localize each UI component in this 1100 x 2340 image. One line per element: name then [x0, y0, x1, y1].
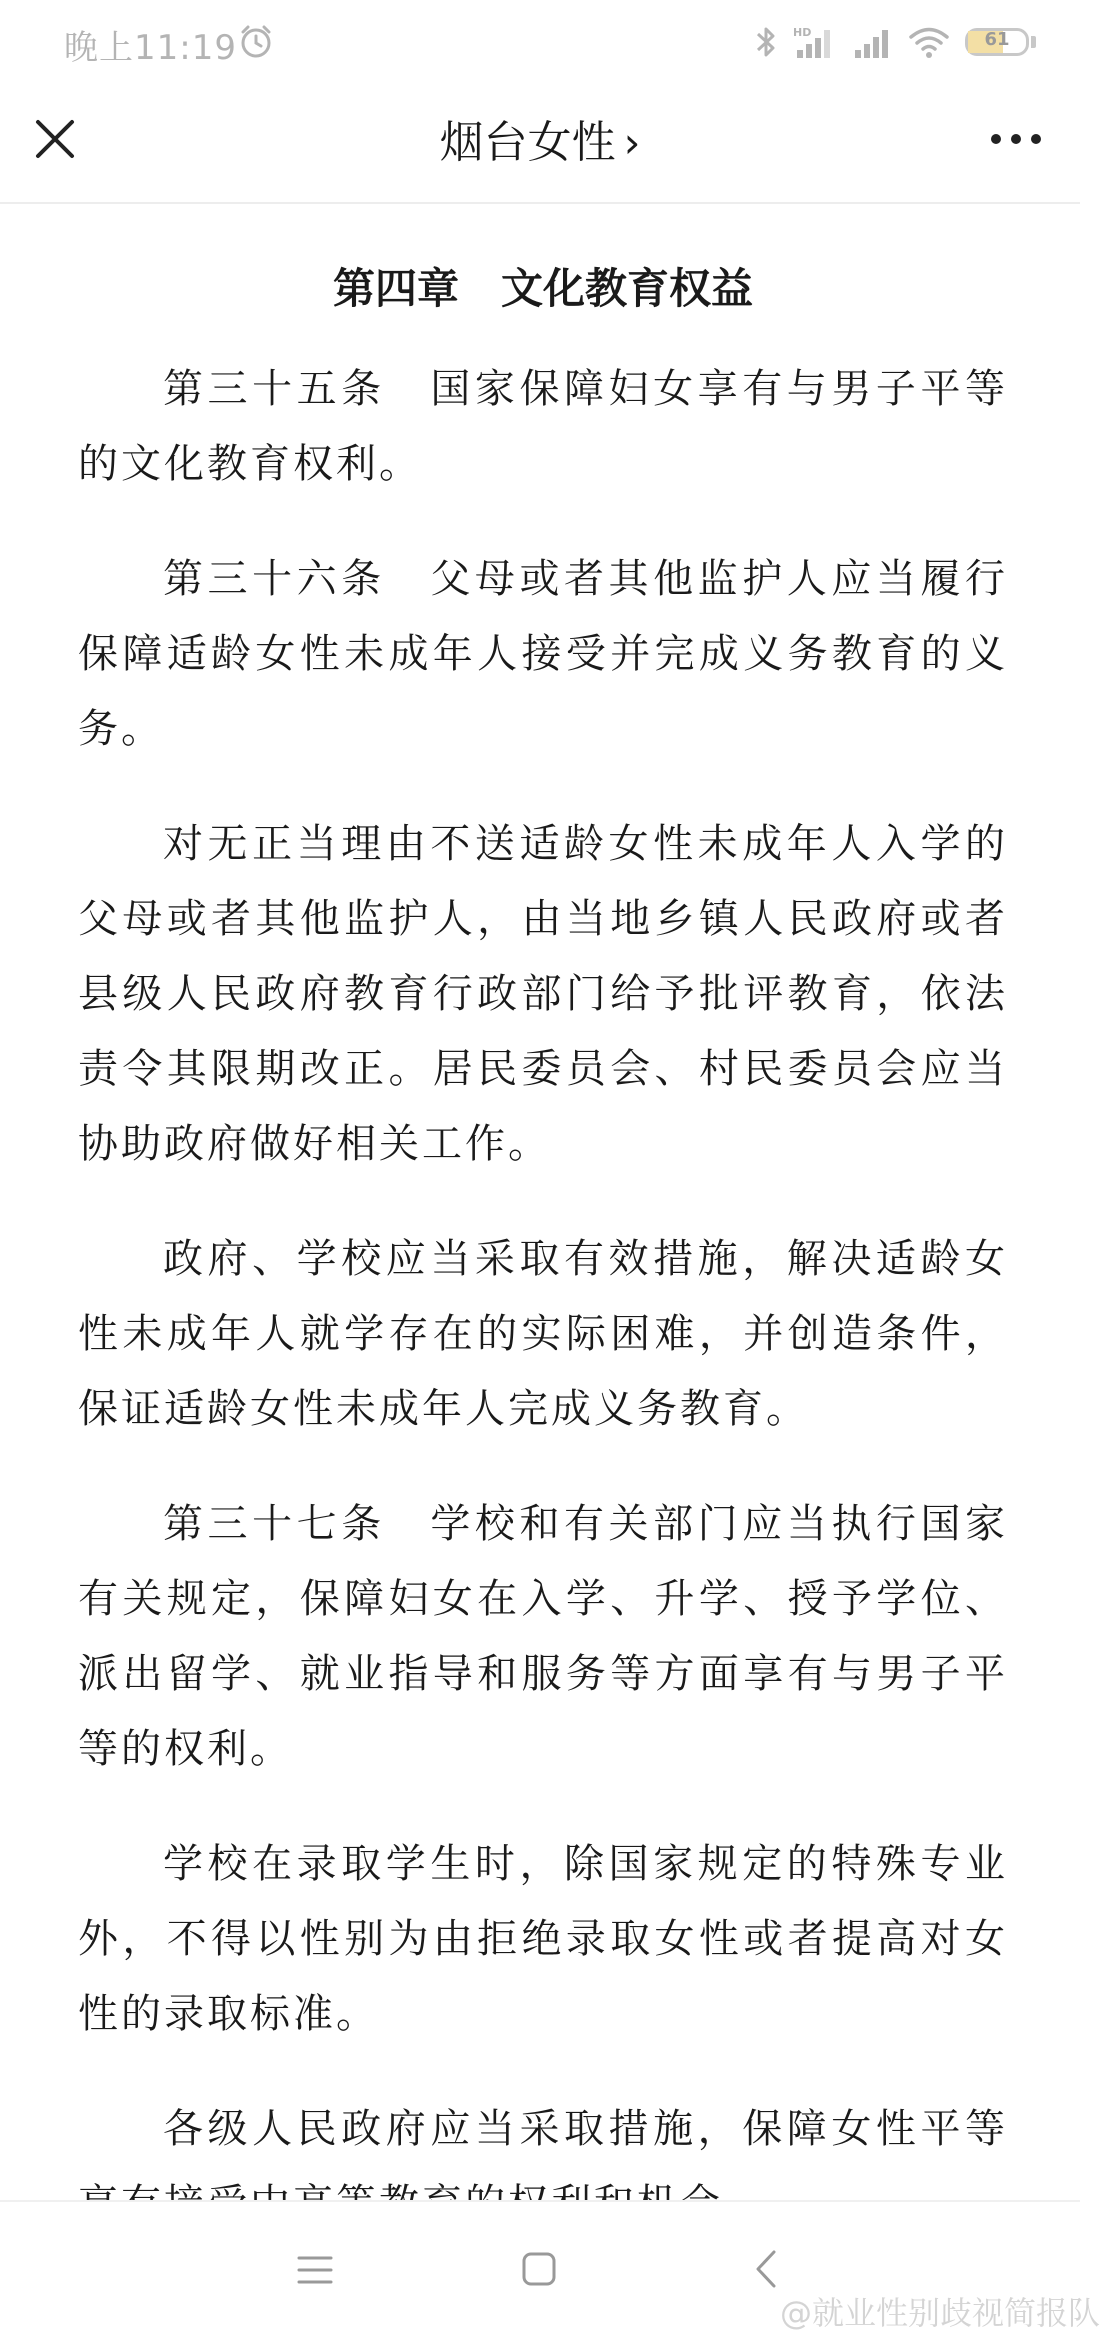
- article-paragraph: 第三十五条 国家保障妇女享有与男子平等的文化教育权利。: [78, 366, 1008, 487]
- chevron-right-icon: ›: [623, 118, 641, 167]
- account-title[interactable]: [0, 106, 1080, 170]
- account-name: 烟台女性: [439, 117, 616, 168]
- article-paragraph: 第三十七条 学校和有关部门应当执行国家有关规定，保障妇女在入学、升学、授予学位、派出留学、就业指导和服务等方面享有与男子平等的权利。: [78, 1501, 1008, 1772]
- battery-tip: [1031, 36, 1036, 48]
- article-paragraph: 对无正当理由不送适龄女性未成年人入学的父母或者其他监护人，由当地乡镇人民政府或者县级人民政府教育行政部门给予批评教育，依法责令其限期改正。居民委员会、村民委员会应当协助政府做好相关工作。: [78, 821, 1008, 1167]
- article-paragraph: 各级人民政府应当采取措施，保障女性平等: [163, 2106, 1008, 2152]
- battery-level: 61: [984, 29, 1010, 50]
- signal-icon: [853, 24, 893, 60]
- hd-signal-icon: [793, 24, 837, 60]
- back-icon[interactable]: [750, 2248, 780, 2290]
- wifi-icon: [909, 24, 949, 60]
- article-paragraph: 学校在录取学生时，除国家规定的特殊专业外，不得以性别为由拒绝录取女性或者提高对女性的录取标准。: [78, 1841, 1008, 2037]
- article-paragraph: 政府、学校应当采取有效措施，解决适龄女性未成年人就学存在的实际困难，并创造条件，保证适龄女性未成年人完成义务教育。: [78, 1236, 1008, 1432]
- top-nav-bar: [0, 84, 1080, 204]
- menu-icon[interactable]: [296, 2252, 334, 2288]
- battery-icon: [965, 28, 1029, 56]
- article-paragraph: 第三十六条 父母或者其他监护人应当履行保障适龄女性未成年人接受并完成义务教育的义务。: [78, 556, 1008, 752]
- article-body: [78, 220, 1008, 2180]
- system-nav-bar: [0, 2200, 1100, 2340]
- home-icon[interactable]: [520, 2250, 558, 2288]
- status-bar: [0, 0, 1080, 84]
- status-icons: [755, 22, 1036, 62]
- svg-text:HD: HD: [793, 26, 812, 39]
- more-icon[interactable]: [986, 124, 1046, 154]
- alarm-icon: [238, 24, 274, 60]
- chapter-title: 第四章 文化教育权益: [332, 264, 753, 313]
- status-time: 晚上11:19: [64, 28, 237, 68]
- watermark: @就业性别歧视简报队: [780, 2294, 1100, 2332]
- bluetooth-icon: [755, 24, 777, 60]
